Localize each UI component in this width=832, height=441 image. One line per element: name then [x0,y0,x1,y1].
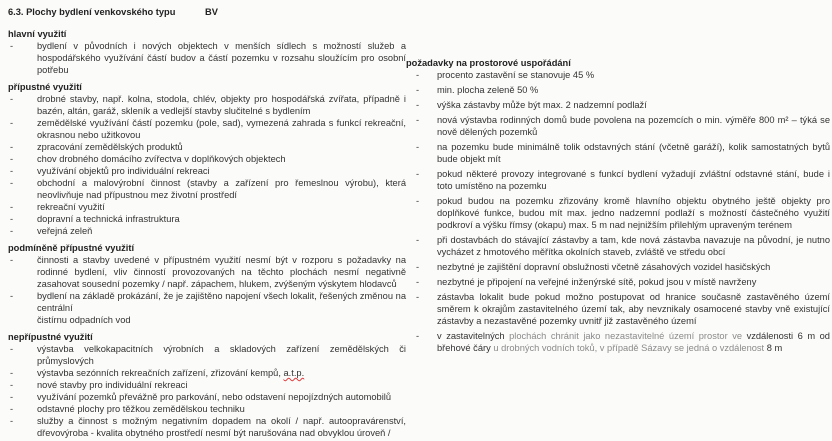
list-item [8,290,406,326]
bullet-dash: - [10,154,14,164]
list-item [8,141,406,153]
bullet-dash: - [416,292,420,302]
list-item [8,343,406,367]
section-heading: požadavky na prostorové uspořádání [406,58,571,68]
list-item-text: zemědělské využívání částí pozemku (pole, sad), vymezená zahrada s funkcí rekreační, okrasnou nebo užitkovou [37,118,406,140]
list-item-text: nezbytné je připojení na veřejné inženýrské sítě, pokud jsou v místě navrženy [437,277,757,287]
list-item-text: výstavba sezónních rekreačních zařízení, zřizování kempů, a.t.p. [37,368,305,378]
list-item [8,213,406,225]
list-item [8,177,406,201]
section-heading: nepřípustné využití [8,332,93,342]
bullet-dash: - [10,202,14,212]
list-item-text: obchodní a malovýrobní činnost (stavby a zařízení pro řemeslnou výrobu), která neovlivňuje nad přípustnou mez životní prostředí [37,178,406,200]
left-column [8,6,406,439]
bullet-dash: - [10,41,14,51]
list-item-text: procento zastavění se stanovuje 45 % [437,70,595,80]
list-item-text: na pozemku bude minimálně tolik odstavných stání (včetně garáží), kolik samostatných bytů bude objekt mít [437,142,830,164]
list-item-text: dopravní a technická infrastruktura [37,214,180,224]
list-item [406,99,830,111]
list-item [8,367,406,379]
list-item-text: drobné stavby, např. kolna, stodola, chlév, objekty pro hospodářská zvířata, případně i bazén, altán, garáž, skleník a vedlejší stavby slučitelné s bydlením [37,94,406,116]
page-title: 6.3. Plochy bydlení venkovského typu [8,7,176,17]
bullet-dash: - [10,226,14,236]
list-item [8,201,406,213]
list-item-text: bydlení na základě prokázání, že je zajištěno napojení všech lokalit, řešených změnou na centrální čistírnu odpadních vod [37,291,406,325]
bullet-dash: - [416,235,420,245]
list-item [406,291,830,327]
list-item-text: výška zástavby může být max. 2 nadzemní podlaží [437,100,647,110]
list-item [8,40,406,76]
bullet-dash: - [10,142,14,152]
list-item [406,234,830,258]
list-item [8,93,406,117]
list-item-text: v zastavitelných plochách chránit jako nezastavitelné území prostor ve vzdálenosti 6 m od břehové čáry u drobných vodních toků, v případě Sázavy se jedná o vzdálenost 8 m [437,331,830,353]
list-item-text: pokud některé provozy integrované s funkcí bydlení vyžadují zvláštní odstavné stání, bude i toto umístěno na pozemku [437,169,830,191]
list-item-text: služby a činnost s možným negativním dopadem na okolí / např. autoopravárenství, dřevovýroba - kvalita obytného prostředí nesmí být narušována nad obvyklou úroveň / [37,416,406,438]
bullet-dash: - [10,255,14,265]
title-row [8,6,406,18]
list-item-text: bydlení v původních i nových objektech v menších sídlech s možností služeb a hospodářského využívání částí budov a částí pozemku v rozsahu sloužícím pro osobní potřebu [37,41,406,75]
list-item [406,168,830,192]
bullet-dash: - [416,115,420,125]
bullet-dash: - [10,94,14,104]
bullet-dash: - [416,277,420,287]
list-item [406,141,830,165]
bullet-dash: - [416,196,420,206]
list-item [406,330,830,354]
list-item-text: činnosti a stavby uvedené v přípustném využití nesmí být v rozporu s požadavky na rodinné bydlení, vliv činností provozovaných na těchto plochách nesmí negativně zasahovat sousední pozemky / např. zápachem, hlukem, zvýšeným výskytem hlodavců [37,255,406,289]
list-item [406,261,830,273]
list-item [406,69,830,81]
bullet-dash: - [10,392,14,402]
bullet-dash: - [416,331,420,341]
section-heading: přípustné využití [8,82,82,92]
list-item-text: zástavba lokalit bude pokud možno postupovat od hranice současně zastavěného území směrem k okrajům zastavitelného území tak, aby nevznikaly osamocené stavby vně existující zástavby a nezastavěné pozemky uvnitř již zastavěného území [437,292,830,326]
bullet-dash: - [10,214,14,224]
right-column-sections [406,57,830,354]
list-item [8,403,406,415]
bullet-dash: - [10,166,14,176]
list-item [8,153,406,165]
bullet-dash: - [10,380,14,390]
bullet-dash: - [10,178,14,188]
list-item-text: nová výstavba rodinných domů bude povolena na pozemcích o min. výměře 800 m² – týká se nově dělených pozemků [437,115,830,137]
list-item [406,195,830,231]
bullet-dash: - [10,404,14,414]
list-item-text: pokud budou na pozemku zřizovány kromě hlavního objektu obytného ještě objekty pro doplňkové funkce, budou mít max. jedno nadzemní podlaží s možností částečného využití podkroví a výšku římsy (okapu) max. 5 m nad nejnižším přilehlým upraveným terénem [437,196,830,230]
bullet-dash: - [10,416,14,426]
list-item [8,379,406,391]
bullet-dash: - [416,100,420,110]
list-item-text: využívání objektů pro individuální rekreaci [37,166,210,176]
list-item-text: nové stavby pro individuální rekreaci [37,380,188,390]
list-item [8,391,406,403]
bullet-dash: - [416,169,420,179]
bullet-dash: - [416,142,420,152]
list-item [8,165,406,177]
list-item-text: odstavné plochy pro těžkou zemědělskou techniku [37,404,245,414]
bullet-dash: - [10,368,14,378]
list-item [406,114,830,138]
list-item-text: zpracování zemědělských produktů [37,142,183,152]
list-item-text: chov drobného domácího zvířectva v doplňkových objektech [37,154,286,164]
list-item [406,276,830,288]
list-item-text: při dostavbách do stávající zástavby a tam, kde nová zástavba navazuje na původní, je nutno vycházet z hmotového měřítka okolních staveb, zvláště ve středu obcí [437,235,830,257]
bullet-dash: - [416,85,420,95]
zone-code: BV [205,7,218,17]
list-item [8,225,406,237]
list-item-text: využívání pozemků převážně pro parkování, nebo odstavení nepojízdných automobilů [37,392,392,402]
bullet-dash: - [10,118,14,128]
list-item [406,84,830,96]
bullet-dash: - [416,70,420,80]
list-item-text: veřejná zeleň [37,226,93,236]
section-heading: podmíněně přípustné využití [8,243,135,253]
list-item-text: min. plocha zeleně 50 % [437,85,539,95]
list-item-text: výstavba velkokapacitních výrobních a skladových zařízení zemědělských či průmyslových [37,344,406,366]
list-item [8,117,406,141]
bullet-dash: - [416,262,420,272]
bullet-dash: - [10,291,14,301]
right-column [406,57,830,357]
section-heading: hlavní využití [8,29,67,39]
list-item-text: nezbytné je zajištění dopravní obslužnosti včetně zásahových vozidel hasičských [437,262,771,272]
list-item-text: rekreační využití [37,202,105,212]
list-item [8,254,406,290]
bullet-dash: - [10,344,14,354]
list-item [8,415,406,439]
left-column-sections [8,28,406,439]
